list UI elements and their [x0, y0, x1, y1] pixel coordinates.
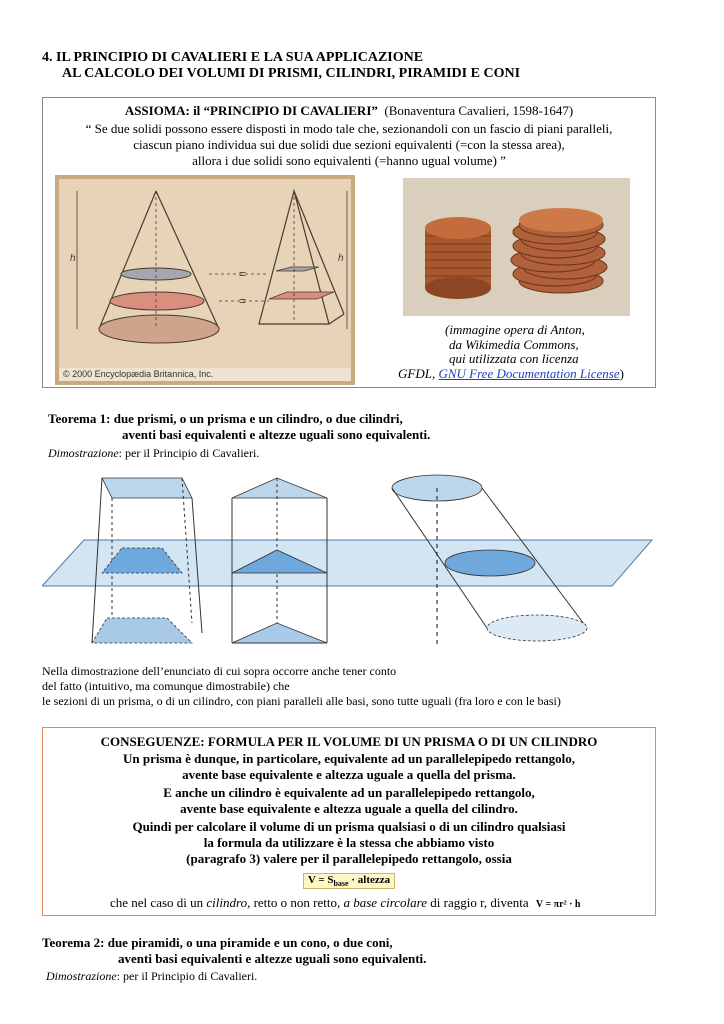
cylinder-formula-line	[110, 895, 580, 911]
note-line2: del fatto (intuitivo, ma comunque dimostrabile) che	[42, 679, 290, 693]
coins-photo	[403, 178, 630, 316]
formula-rest: · altezza	[348, 874, 391, 886]
consequences-line5: Quindi per calcolare il volume di un prisma qualsiasi o di un cilindro qualsiasi	[132, 819, 566, 834]
note-line1: Nella dimostrazione dell’enunciato di cui sopra occorre anche tener conto	[42, 664, 397, 678]
section-title	[42, 50, 520, 82]
theorem1-proof-label: Dimostrazione	[48, 446, 119, 460]
note-line3: le sezioni di un prisma, o di un cilindro, con piani paralleli alle basi, sono tutte uguali (fra loro e con le basi)	[42, 694, 561, 708]
consequences-line3: E anche un cilindro è equivalente ad un parallelepipedo rettangolo,	[163, 785, 535, 800]
theorem1-line1: Teorema 1: due prismi, o un prisma e un cilindro, o due cilindri,	[48, 411, 403, 426]
britannica-copyright: © 2000 Encyclopædia Britannica, Inc.	[63, 369, 214, 379]
photo-credit-gfdl: GFDL,	[398, 366, 439, 381]
last-text-circular: a base circolare	[343, 895, 428, 910]
formula-sub: base	[333, 879, 349, 889]
section-title-line2: AL CALCOLO DEI VOLUMI DI PRISMI, CILINDRI, PIRAMIDI E CONI	[62, 66, 521, 81]
h-right-label: h	[338, 253, 344, 264]
theorem2-line1: Teorema 2: due piramidi, o una piramide e un cono, o due coni,	[42, 935, 393, 950]
formula-v: V = S	[307, 874, 334, 886]
h-left-label: h	[70, 253, 76, 264]
consequences-line6: la formula da utilizzare è la stessa che abbiamo visto	[203, 835, 495, 850]
theorem2-line2: aventi basi equivalenti e altezze uguali sono equivalenti.	[118, 951, 427, 966]
equals-2: =	[239, 294, 247, 308]
consequences-line7: (paragrafo 3) valere per il parallelepipedo rettangolo, ossia	[186, 851, 512, 866]
theorem2-proof-label: Dimostrazione	[46, 969, 117, 983]
cylinder-volume-formula: V = πr² · h	[535, 899, 581, 910]
axiom-heading: ASSIOMA: il “PRINCIPIO DI CAVALIERI”	[124, 103, 378, 118]
consequences-line4: avente base equivalente e altezza uguale a quella del cilindro.	[180, 801, 518, 816]
axiom-quote-2: ciascun piano individua sui due solidi due sezioni equivalenti (=con la stessa area),	[133, 137, 565, 152]
gfdl-license-link[interactable]: GNU Free Documentation License	[438, 366, 620, 381]
consequences-heading: CONSEGUENZE: FORMULA PER IL VOLUME DI UN PRISMA O DI UN CILINDRO	[100, 734, 598, 749]
last-text-a: che nel caso di un	[110, 895, 207, 910]
photo-credit-4	[398, 366, 624, 382]
theorem1-line2: aventi basi equivalenti e altezze uguali sono equivalenti.	[122, 427, 431, 442]
consequences-line1: Un prisma è dunque, in particolare, equivalente ad un parallelepipedo rettangolo,	[122, 751, 576, 766]
photo-credit-1: (immagine opera di Anton,	[445, 322, 585, 337]
volume-formula	[303, 873, 395, 889]
prisms-cylinder-diagram	[42, 468, 672, 658]
photo-credit-close: )	[619, 366, 624, 381]
section-title-line1: 4. IL PRINCIPIO DI CAVALIERI E LA SUA APPLICAZIONE	[42, 50, 424, 65]
last-text-b: , retto o non retto,	[247, 895, 344, 910]
axiom-attribution: (Bonaventura Cavalieri, 1598-1647)	[384, 103, 574, 118]
theorem2-proof-text: : per il Principio di Cavalieri.	[116, 969, 258, 983]
coin-stacks-image	[403, 178, 630, 316]
consequences-line2: avente base equivalente e altezza uguale a quella del prisma.	[182, 767, 516, 782]
equals-1: =	[239, 267, 247, 281]
theorem1-proof-text: : per il Principio di Cavalieri.	[118, 446, 260, 460]
photo-credit-2: da Wikimedia Commons,	[449, 337, 579, 352]
axiom-quote-3: allora i due solidi sono equivalenti (=hanno ugual volume) ”	[192, 153, 506, 168]
theorem2-proof	[46, 969, 257, 984]
volume-formula-line	[42, 871, 656, 889]
photo-credit-3: qui utilizzata con licenza	[449, 351, 579, 366]
theorem1-proof	[48, 446, 259, 461]
cone-pyramid-drawing	[59, 179, 351, 359]
last-text-cylinder: cilindro	[206, 895, 248, 910]
axiom-quote-1: “ Se due solidi possono essere disposti in modo tale che, sezionandoli con un fascio di piani paralleli,	[85, 121, 613, 136]
axiom-heading-line	[42, 103, 656, 119]
cavalieri-illustration	[55, 175, 355, 385]
last-text-c: di raggio r, diventa	[427, 895, 529, 910]
